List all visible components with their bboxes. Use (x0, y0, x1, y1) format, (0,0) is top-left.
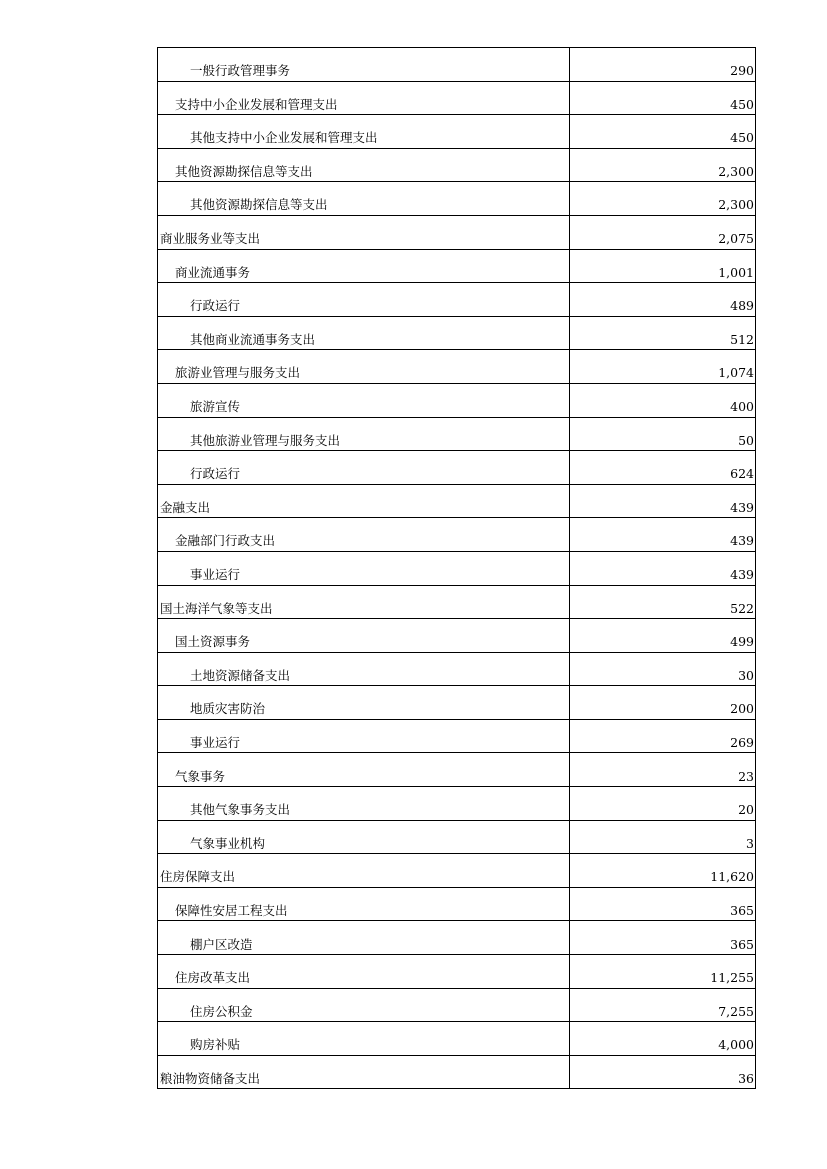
table-row (158, 787, 756, 821)
item-amount-cell: 30 (570, 652, 756, 686)
item-name-cell: 其他支持中小企业发展和管理支出 (158, 115, 570, 149)
item-amount-cell: 450 (570, 115, 756, 149)
table-row (158, 585, 756, 619)
item-amount-cell: 624 (570, 451, 756, 485)
table-row (158, 1055, 756, 1089)
item-name-cell: 行政运行 (158, 451, 570, 485)
item-amount-cell: 50 (570, 417, 756, 451)
table-row (158, 383, 756, 417)
item-amount-cell: 2,300 (570, 148, 756, 182)
item-amount-cell: 36 (570, 1055, 756, 1089)
table-row (158, 551, 756, 585)
table-row (158, 484, 756, 518)
item-amount-cell: 290 (570, 48, 756, 82)
table-row (158, 316, 756, 350)
table-row (158, 619, 756, 653)
table-row (158, 887, 756, 921)
item-amount-cell: 2,300 (570, 182, 756, 216)
item-name-cell: 国土海洋气象等支出 (158, 585, 570, 619)
item-name-cell: 气象事务 (158, 753, 570, 787)
item-amount-cell: 7,255 (570, 988, 756, 1022)
table-row (158, 81, 756, 115)
table-row (158, 215, 756, 249)
table-row (158, 182, 756, 216)
item-name-cell: 气象事业机构 (158, 820, 570, 854)
item-amount-cell: 439 (570, 551, 756, 585)
table-row (158, 48, 756, 82)
item-name-cell: 其他资源勘探信息等支出 (158, 148, 570, 182)
item-name-cell: 住房保障支出 (158, 854, 570, 888)
item-amount-cell: 2,075 (570, 215, 756, 249)
item-amount-cell: 489 (570, 283, 756, 317)
item-amount-cell: 439 (570, 484, 756, 518)
item-name-cell: 住房改革支出 (158, 955, 570, 989)
item-name-cell: 地质灾害防治 (158, 686, 570, 720)
item-amount-cell: 4,000 (570, 1022, 756, 1056)
item-amount-cell: 1,001 (570, 249, 756, 283)
item-name-cell: 住房公积金 (158, 988, 570, 1022)
item-amount-cell: 20 (570, 787, 756, 821)
item-name-cell: 支持中小企业发展和管理支出 (158, 81, 570, 115)
table-row (158, 854, 756, 888)
item-name-cell: 其他气象事务支出 (158, 787, 570, 821)
table-row (158, 451, 756, 485)
item-name-cell: 棚户区改造 (158, 921, 570, 955)
table-row (158, 820, 756, 854)
item-name-cell: 行政运行 (158, 283, 570, 317)
table-row (158, 518, 756, 552)
item-name-cell: 购房补贴 (158, 1022, 570, 1056)
table-row (158, 249, 756, 283)
item-name-cell: 一般行政管理事务 (158, 48, 570, 82)
item-amount-cell: 499 (570, 619, 756, 653)
item-name-cell: 粮油物资储备支出 (158, 1055, 570, 1089)
table-row (158, 686, 756, 720)
item-amount-cell: 269 (570, 719, 756, 753)
table-row (158, 988, 756, 1022)
table-row (158, 652, 756, 686)
table-row (158, 955, 756, 989)
item-name-cell: 商业流通事务 (158, 249, 570, 283)
item-name-cell: 金融支出 (158, 484, 570, 518)
table-body (158, 48, 756, 1089)
item-amount-cell: 3 (570, 820, 756, 854)
item-name-cell: 金融部门行政支出 (158, 518, 570, 552)
item-name-cell: 其他旅游业管理与服务支出 (158, 417, 570, 451)
item-amount-cell: 522 (570, 585, 756, 619)
item-amount-cell: 11,620 (570, 854, 756, 888)
item-amount-cell: 512 (570, 316, 756, 350)
table-row (158, 719, 756, 753)
table-row (158, 115, 756, 149)
item-name-cell: 其他资源勘探信息等支出 (158, 182, 570, 216)
item-amount-cell: 365 (570, 887, 756, 921)
item-amount-cell: 365 (570, 921, 756, 955)
item-name-cell: 土地资源储备支出 (158, 652, 570, 686)
item-amount-cell: 1,074 (570, 350, 756, 384)
table-row (158, 753, 756, 787)
table-row (158, 148, 756, 182)
item-name-cell: 国土资源事务 (158, 619, 570, 653)
item-name-cell: 旅游业管理与服务支出 (158, 350, 570, 384)
item-amount-cell: 23 (570, 753, 756, 787)
item-amount-cell: 450 (570, 81, 756, 115)
table-row (158, 1022, 756, 1056)
item-name-cell: 商业服务业等支出 (158, 215, 570, 249)
item-name-cell: 事业运行 (158, 551, 570, 585)
item-amount-cell: 200 (570, 686, 756, 720)
budget-table (157, 47, 756, 1089)
item-amount-cell: 400 (570, 383, 756, 417)
item-amount-cell: 439 (570, 518, 756, 552)
item-amount-cell: 11,255 (570, 955, 756, 989)
item-name-cell: 保障性安居工程支出 (158, 887, 570, 921)
item-name-cell: 其他商业流通事务支出 (158, 316, 570, 350)
table-row (158, 417, 756, 451)
item-name-cell: 事业运行 (158, 719, 570, 753)
item-name-cell: 旅游宣传 (158, 383, 570, 417)
table-row (158, 350, 756, 384)
table-row (158, 921, 756, 955)
table-row (158, 283, 756, 317)
